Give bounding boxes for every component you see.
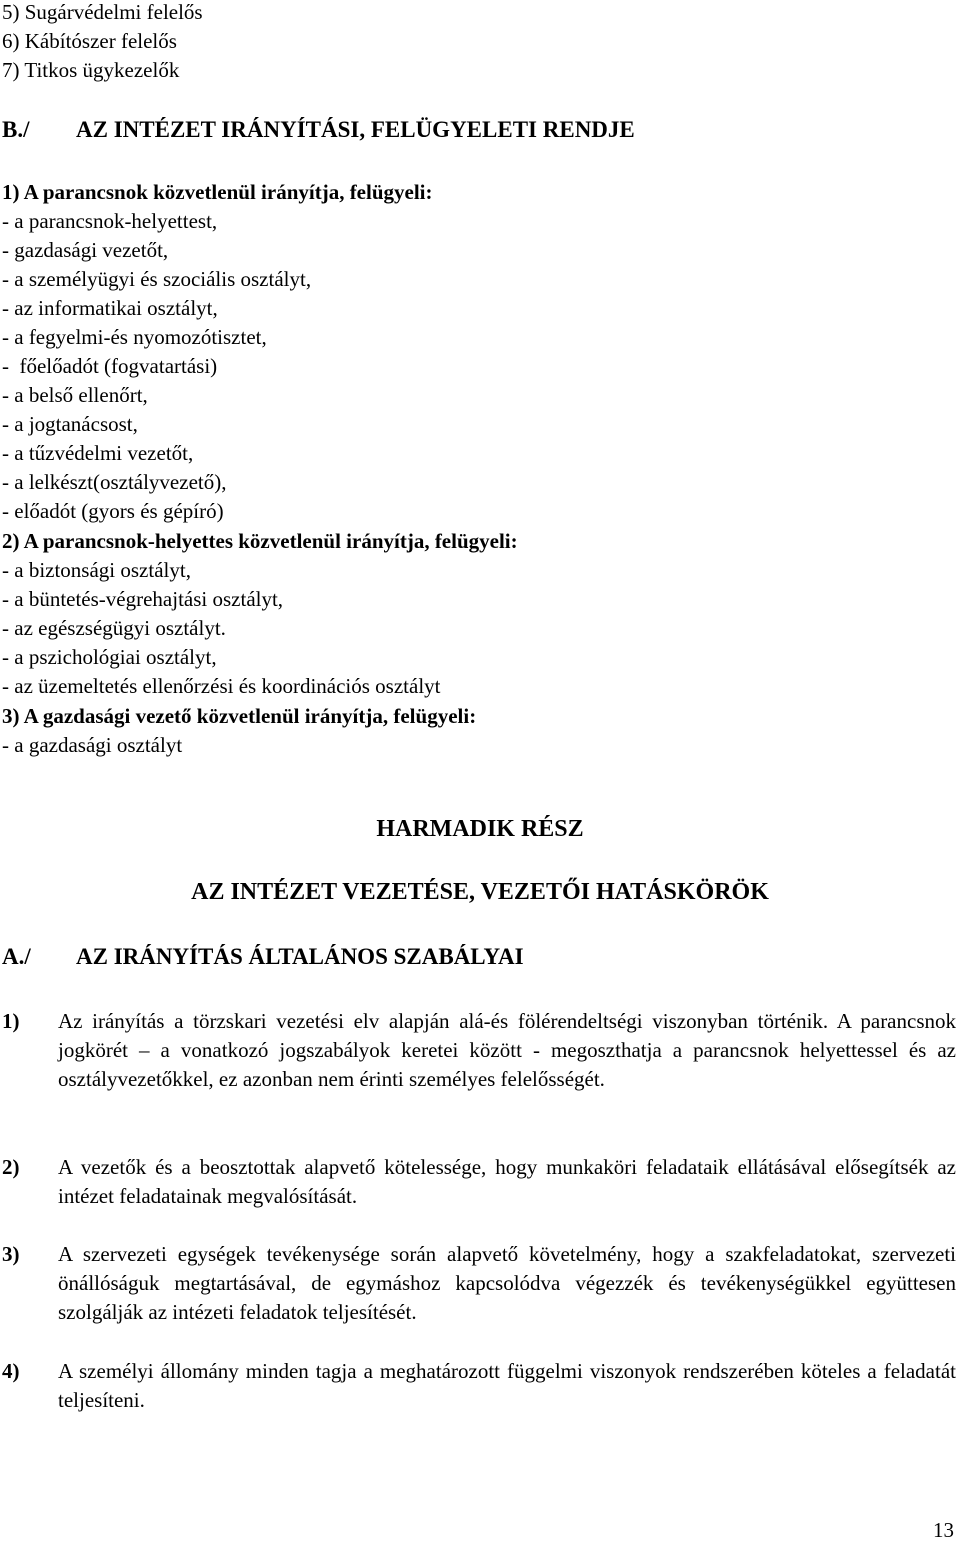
list-item: - a lelkészt(osztályvezető), (2, 470, 227, 494)
page-number: 13 (933, 1518, 954, 1542)
paragraph-number: 2) (2, 1155, 20, 1179)
list-item: - a belső ellenőrt, (2, 383, 148, 407)
section-label: A./ (2, 944, 31, 969)
list-item: - előadót (gyors és gépíró) (2, 499, 224, 523)
paragraph-text: Az irányítás a törzskari vezetési elv alapján alá-és fölérendeltségi viszonyban történik. A parancsnok jogkörét – a vonatkozó jogszabályok keretei között - megoszthatja a parancsnok helyettessel és az osztályvezetőkkel, ez azonban nem érinti személyes felelősségét. (58, 1009, 956, 1091)
list-item: - a tűzvédelmi vezetőt, (2, 441, 194, 465)
list-item: - a fegyelmi-és nyomozótisztet, (2, 325, 267, 349)
paragraph-number: 4) (2, 1359, 20, 1383)
paragraph-text: A szervezeti egységek tevékenysége során alapvető követelmény, hogy a szakfeladatokat, szervezeti önállóságuk megtartásával, de egymáshoz kapcsolódva végezzék és tevékenységükkel együttesen szolgálják az intézeti feladatok teljesítését. (58, 1242, 956, 1324)
list-item: - a pszichológiai osztályt, (2, 645, 217, 669)
list-heading: 3) A gazdasági vezető közvetlenül irányítja, felügyeli: (2, 704, 477, 728)
paragraph (2, 1007, 956, 1094)
list-item: 7) Titkos ügykezelők (2, 58, 180, 82)
list-item: - gazdasági vezetőt, (2, 238, 169, 262)
list-item: - főelőadót (fogvatartási) (2, 354, 218, 378)
list-item: - a gazdasági osztályt (2, 733, 183, 757)
paragraph (2, 1240, 956, 1327)
list-item: - az informatikai osztályt, (2, 296, 218, 320)
section-title: AZ IRÁNYÍTÁS ÁLTALÁNOS SZABÁLYAI (76, 944, 524, 969)
list-item: - az üzemeltetés ellenőrzési és koordinációs osztályt (2, 674, 441, 698)
paragraph-number: 3) (2, 1242, 20, 1266)
paragraph (2, 1357, 956, 1415)
list-item: - az egészségügyi osztályt. (2, 616, 226, 640)
part-subheading: AZ INTÉZET VEZETÉSE, VEZETŐI HATÁSKÖRÖK (191, 879, 769, 905)
list-heading: 2) A parancsnok-helyettes közvetlenül irányítja, felügyeli: (2, 529, 518, 553)
list-item: - a parancsnok-helyettest, (2, 209, 218, 233)
list-heading: 1) A parancsnok közvetlenül irányítja, felügyeli: (2, 180, 433, 204)
list-item: 6) Kábítószer felelős (2, 29, 177, 53)
list-item: - a biztonsági osztályt, (2, 558, 191, 582)
paragraph-text: A vezetők és a beosztottak alapvető kötelessége, hogy munkaköri feladataik ellátásával elősegítsék az intézet feladatainak megvalósítását. (58, 1155, 956, 1208)
list-item: - a személyügyi és szociális osztályt, (2, 267, 312, 291)
list-item: - a jogtanácsost, (2, 412, 138, 436)
section-title: AZ INTÉZET IRÁNYÍTÁSI, FELÜGYELETI RENDJE (76, 117, 635, 142)
part-heading: HARMADIK RÉSZ (376, 816, 584, 842)
paragraph (2, 1153, 956, 1211)
section-label: B./ (2, 117, 30, 142)
paragraph-text: A személyi állomány minden tagja a meghatározott függelmi viszonyok rendszerében köteles a feladatát teljesíteni. (58, 1359, 956, 1412)
paragraph-number: 1) (2, 1009, 20, 1033)
list-item: 5) Sugárvédelmi felelős (2, 0, 203, 24)
list-item: - a büntetés-végrehajtási osztályt, (2, 587, 284, 611)
